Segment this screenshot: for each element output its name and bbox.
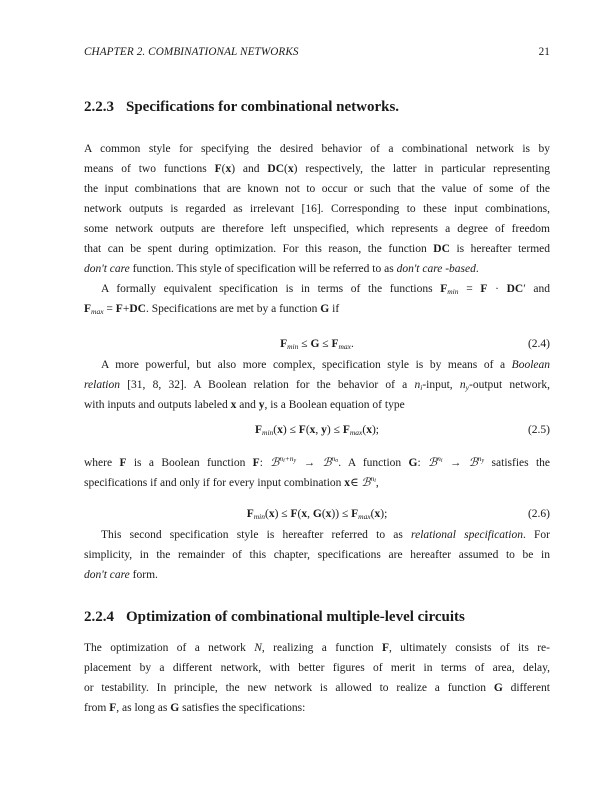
text-line: don't care form. bbox=[84, 569, 158, 581]
text-line: The optimization of a network N, realizing a function F, ultimately consists of its re- bbox=[84, 642, 550, 654]
equation-number: (2.6) bbox=[527, 508, 550, 520]
text-line: This second specification style is hereafter referred to as relational specification. For bbox=[101, 529, 550, 541]
text-line: means of two functions F(x) and DC(x) respectively, the latter in particular representing bbox=[84, 163, 551, 175]
equation-2-6 bbox=[84, 508, 550, 521]
running-head bbox=[84, 46, 550, 58]
text-line: specifications if and only if for every input combination x∈ ℬ$^{n_i}$, bbox=[84, 474, 379, 489]
page-number: 21 bbox=[538, 46, 550, 58]
text-line: relation [31, 8, 32]. A Boolean relation for the behavior of a $n_i$-input, $n_y$-output network, bbox=[84, 379, 550, 392]
text-line: A more powerful, but also more complex, specification style is by means of a Boolean bbox=[101, 359, 550, 371]
text-line: simplicity, in the remainder of this chapter, specifications are hereafter assumed to be in bbox=[84, 549, 550, 561]
text-line: that can be spent during optimization. For this reason, the function DC is hereafter termed bbox=[84, 243, 550, 255]
equation-body: $F_{min} \le G \le F_{max}$. bbox=[280, 338, 354, 351]
chapter-title: CHAPTER 2. COMBINATIONAL NETWORKS bbox=[84, 46, 299, 58]
text-line: network outputs is regarded as irrelevant [16]. Corresponding to these input combinations, bbox=[84, 203, 550, 215]
equation-number: (2.5) bbox=[527, 424, 550, 436]
text-line: some network outputs are therefore left unspecified, which represents a degree of freedom bbox=[84, 223, 550, 235]
text-line: placement by a different network, with better figures of merit in terms of area, delay, bbox=[84, 662, 550, 674]
equation-2-5 bbox=[84, 424, 550, 437]
equation-number: (2.4) bbox=[527, 338, 550, 350]
text-line: A formally equivalent specification is in terms of the functions $F_{min} = F \cdot DC'$ and bbox=[101, 283, 550, 296]
equation-body: $F_{min}(x) \le F(x$, $G(x)) \le F_{max}(x)$; bbox=[246, 508, 388, 521]
text-line: $F_{max} = F+DC$. Specifications are met by a function G if bbox=[84, 303, 340, 316]
section-title: Optimization of combinational multiple-level circuits bbox=[126, 609, 465, 625]
text-line: the input combinations that are known not to occur or such that the value of some of the bbox=[84, 183, 550, 195]
section-number: 2.2.3 bbox=[84, 99, 114, 115]
text-line: from F, as long as G satisfies the specifications: bbox=[84, 702, 306, 714]
section-heading-2-2-3 bbox=[84, 99, 399, 116]
text-line: don't care function. This style of specification will be referred to as don't care -based. bbox=[84, 263, 479, 275]
text-line: where F is a Boolean function F: ℬ$^{n_i+n_y}$ → ℬ$^{n_o}$. A function G: ℬ$^{n_i}$ → ℬ$^{n_y}$ satisfies the bbox=[84, 454, 551, 469]
text-line: or testability. In principle, the new network is allowed to realize a function G different bbox=[84, 682, 550, 694]
section-number: 2.2.4 bbox=[84, 609, 114, 625]
text-line: with inputs and outputs labeled x and y, is a Boolean equation of type bbox=[84, 399, 405, 411]
text-line: A common style for specifying the desired behavior of a combinational network is by bbox=[84, 143, 550, 155]
section-title: Specifications for combinational networks. bbox=[126, 99, 400, 115]
equation-2-4 bbox=[84, 338, 550, 351]
section-heading-2-2-4 bbox=[84, 609, 465, 626]
equation-body: $F_{min}(x) \le F(x$, $y) \le F_{max}(x)$; bbox=[255, 424, 379, 437]
